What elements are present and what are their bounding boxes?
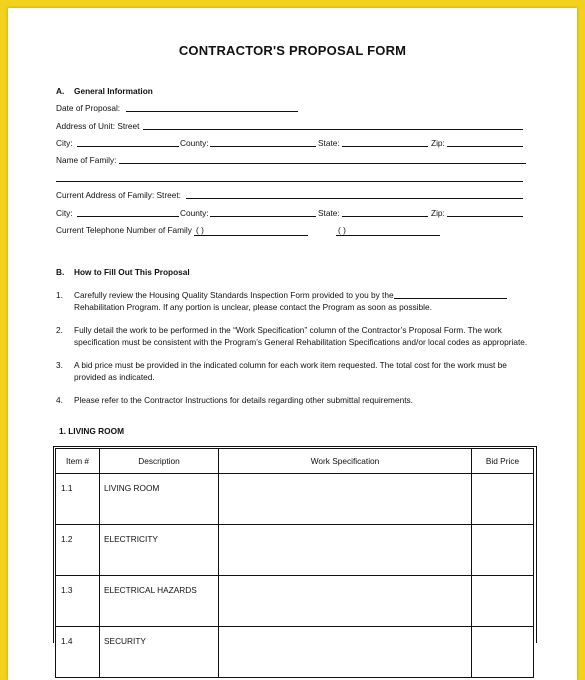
instruction-line: A bid price must be provided in the indicated column for each work item requested. The total cost for the work must be bbox=[74, 360, 507, 370]
table-header-row bbox=[56, 449, 534, 474]
instruction-line: Fully detail the work to be performed in the “Work Specification” column of the Contractor’s Proposal Form. The work bbox=[74, 325, 502, 335]
date-field[interactable] bbox=[126, 111, 298, 112]
state2-field[interactable] bbox=[342, 216, 428, 217]
family-name-field-extra[interactable] bbox=[56, 181, 523, 182]
document-page bbox=[8, 8, 577, 680]
item-number-header: Item # bbox=[56, 449, 100, 474]
table-row bbox=[56, 576, 534, 627]
instruction-number: 4. bbox=[56, 395, 63, 405]
work-specification-header: Work Specification bbox=[219, 449, 472, 474]
section-b-letter: B. bbox=[56, 267, 65, 277]
living-room-heading: 1. LIVING ROOM bbox=[59, 426, 124, 436]
program-name-field[interactable] bbox=[394, 298, 507, 299]
city-field[interactable] bbox=[77, 146, 179, 147]
bid-price-cell[interactable] bbox=[472, 627, 534, 678]
current-address-label: Current Address of Family: Street: bbox=[56, 190, 181, 200]
instruction-line: specification must be consistent with the Program’s General Rehabilitation Specifications and/or local codes as appropriate. bbox=[74, 337, 528, 347]
phone-field-1[interactable] bbox=[194, 235, 308, 236]
table-row bbox=[56, 627, 534, 678]
state-label: State: bbox=[318, 138, 340, 148]
instruction-number: 3. bbox=[56, 360, 63, 370]
instruction-line: Carefully review the Housing Quality Standards Inspection Form provided to you by the bbox=[74, 290, 394, 300]
bid-price-cell[interactable] bbox=[472, 474, 534, 525]
table-row bbox=[56, 525, 534, 576]
zip2-label: Zip: bbox=[431, 208, 445, 218]
instruction-line: Rehabilitation Program. If any portion is unclear, please contact the Program as soon as possible. bbox=[74, 302, 432, 312]
zip-label: Zip: bbox=[431, 138, 445, 148]
county-label: County: bbox=[180, 138, 209, 148]
address-street-field[interactable] bbox=[143, 129, 523, 130]
description-header: Description bbox=[100, 449, 219, 474]
instruction-line: provided as indicated. bbox=[74, 372, 155, 382]
item-number-cell: 1.3 bbox=[56, 576, 100, 627]
city2-label: City: bbox=[56, 208, 73, 218]
work-specification-cell[interactable] bbox=[219, 474, 472, 525]
description-cell: ELECTRICITY bbox=[100, 525, 219, 576]
description-cell: SECURITY bbox=[100, 627, 219, 678]
phone-label: Current Telephone Number of Family bbox=[56, 225, 192, 235]
date-label: Date of Proposal: bbox=[56, 103, 121, 113]
item-number-cell: 1.1 bbox=[56, 474, 100, 525]
instruction-number: 1. bbox=[56, 290, 63, 300]
phone-field-2[interactable] bbox=[336, 235, 440, 236]
zip-field[interactable] bbox=[447, 146, 523, 147]
county-field[interactable] bbox=[210, 146, 316, 147]
bid-price-cell[interactable] bbox=[472, 525, 534, 576]
county2-label: County: bbox=[180, 208, 209, 218]
city2-field[interactable] bbox=[77, 216, 179, 217]
phone-paren-2: ( ) bbox=[338, 225, 346, 235]
bid-price-cell[interactable] bbox=[472, 576, 534, 627]
section-a-letter: A. bbox=[56, 86, 65, 96]
instruction-number: 2. bbox=[56, 325, 63, 335]
section-a-heading: General Information bbox=[74, 86, 153, 96]
family-name-field[interactable] bbox=[119, 163, 526, 164]
work-specification-cell[interactable] bbox=[219, 576, 472, 627]
item-number-cell: 1.2 bbox=[56, 525, 100, 576]
work-specification-cell[interactable] bbox=[219, 627, 472, 678]
city-label: City: bbox=[56, 138, 73, 148]
work-items-table bbox=[55, 448, 534, 678]
address-label: Address of Unit: Street bbox=[56, 121, 140, 131]
section-b-heading: How to Fill Out This Proposal bbox=[74, 267, 190, 277]
current-street-field[interactable] bbox=[186, 198, 523, 199]
table-row bbox=[56, 474, 534, 525]
item-number-cell: 1.4 bbox=[56, 627, 100, 678]
county2-field[interactable] bbox=[210, 216, 316, 217]
description-cell: ELECTRICAL HAZARDS bbox=[100, 576, 219, 627]
bid-price-header: Bid Price bbox=[472, 449, 534, 474]
description-cell: LIVING ROOM bbox=[100, 474, 219, 525]
work-specification-cell[interactable] bbox=[219, 525, 472, 576]
family-name-label: Name of Family: bbox=[56, 155, 117, 165]
phone-paren-1: ( ) bbox=[196, 225, 204, 235]
zip2-field[interactable] bbox=[447, 216, 523, 217]
state2-label: State: bbox=[318, 208, 340, 218]
instruction-line: Please refer to the Contractor Instructions for details regarding other submittal requirements. bbox=[74, 395, 413, 405]
page-title: CONTRACTOR'S PROPOSAL FORM bbox=[178, 43, 407, 58]
state-field[interactable] bbox=[342, 146, 428, 147]
